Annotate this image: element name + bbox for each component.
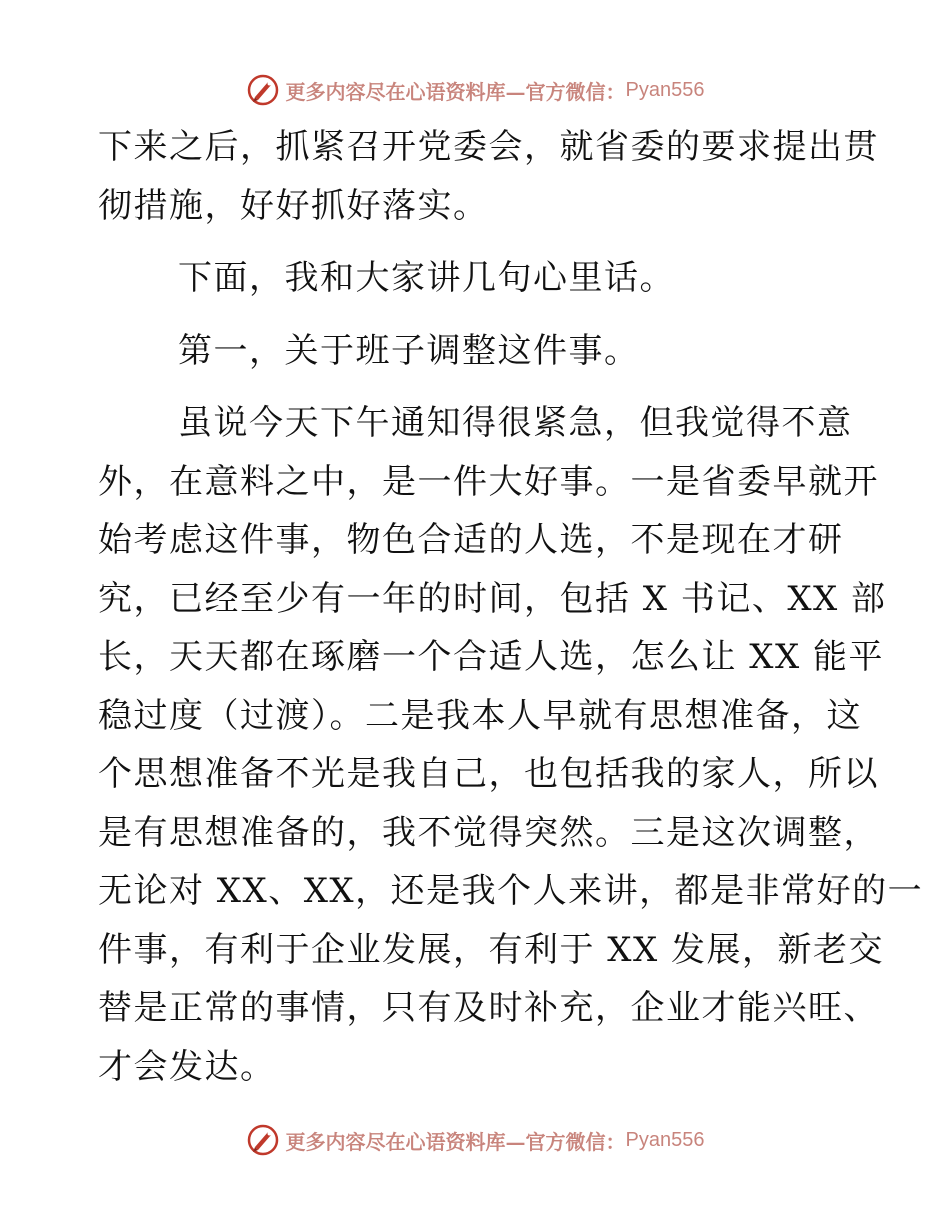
text-line: 替是正常的事情，只有及时补充，企业才能兴旺、 — [98, 988, 879, 1028]
text-line: 下来之后，抓紧召开党委会，就省委的要求提出贯 — [98, 127, 879, 167]
document-body — [98, 118, 924, 1096]
text-line: 是有思想准备的，我不觉得突然。三是这次调整， — [98, 812, 879, 853]
watermark-logo-icon — [246, 73, 280, 107]
header-watermark — [0, 70, 950, 110]
watermark-text: 更多内容尽在心语资料库—官方微信： — [285, 79, 626, 104]
text-line: 虽说今天下午通知得很紧急，但我觉得不意 — [178, 403, 853, 443]
text-line: 个思想准备不光是我自己，也包括我的家人，所以 — [98, 754, 879, 794]
text-line: 究，已经至少有一年的时间，包括 X 书记、XX 部 — [98, 578, 887, 619]
text-line: 长，天天都在琢磨一个合适人选，怎么让 XX 能平 — [98, 637, 885, 677]
text-line: 才会发达。 — [98, 1046, 276, 1087]
footer-watermark — [0, 1120, 950, 1160]
text-line: 下面，我和大家讲几句心里话。 — [178, 258, 675, 298]
watermark-logo-icon — [246, 1123, 280, 1157]
paragraph-gap — [98, 308, 858, 322]
text-line: 彻措施，好好抓好落实。 — [98, 185, 489, 226]
text-line: 稳过度（过渡）。二是我本人早就有思想准备，这 — [98, 695, 862, 736]
text-line: 始考虑这件事，物色合适的人选，不是现在才研 — [98, 520, 844, 560]
paragraph-gap — [98, 235, 858, 249]
watermark-text: 更多内容尽在心语资料库—官方微信： — [285, 1129, 626, 1154]
watermark-id: Pyan556 — [625, 1128, 705, 1151]
text-line: 外，在意料之中，是一件大好事。一是省委早就开 — [98, 461, 879, 502]
paragraph-gap — [98, 380, 858, 394]
text-line: 第一，关于班子调整这件事。 — [178, 330, 640, 371]
text-line: 件事，有利于企业发展，有利于 XX 发展，新老交 — [98, 929, 885, 970]
watermark-id: Pyan556 — [625, 78, 705, 101]
text-line: 无论对 XX、XX，还是我个人来讲，都是非常好的一 — [98, 871, 924, 911]
